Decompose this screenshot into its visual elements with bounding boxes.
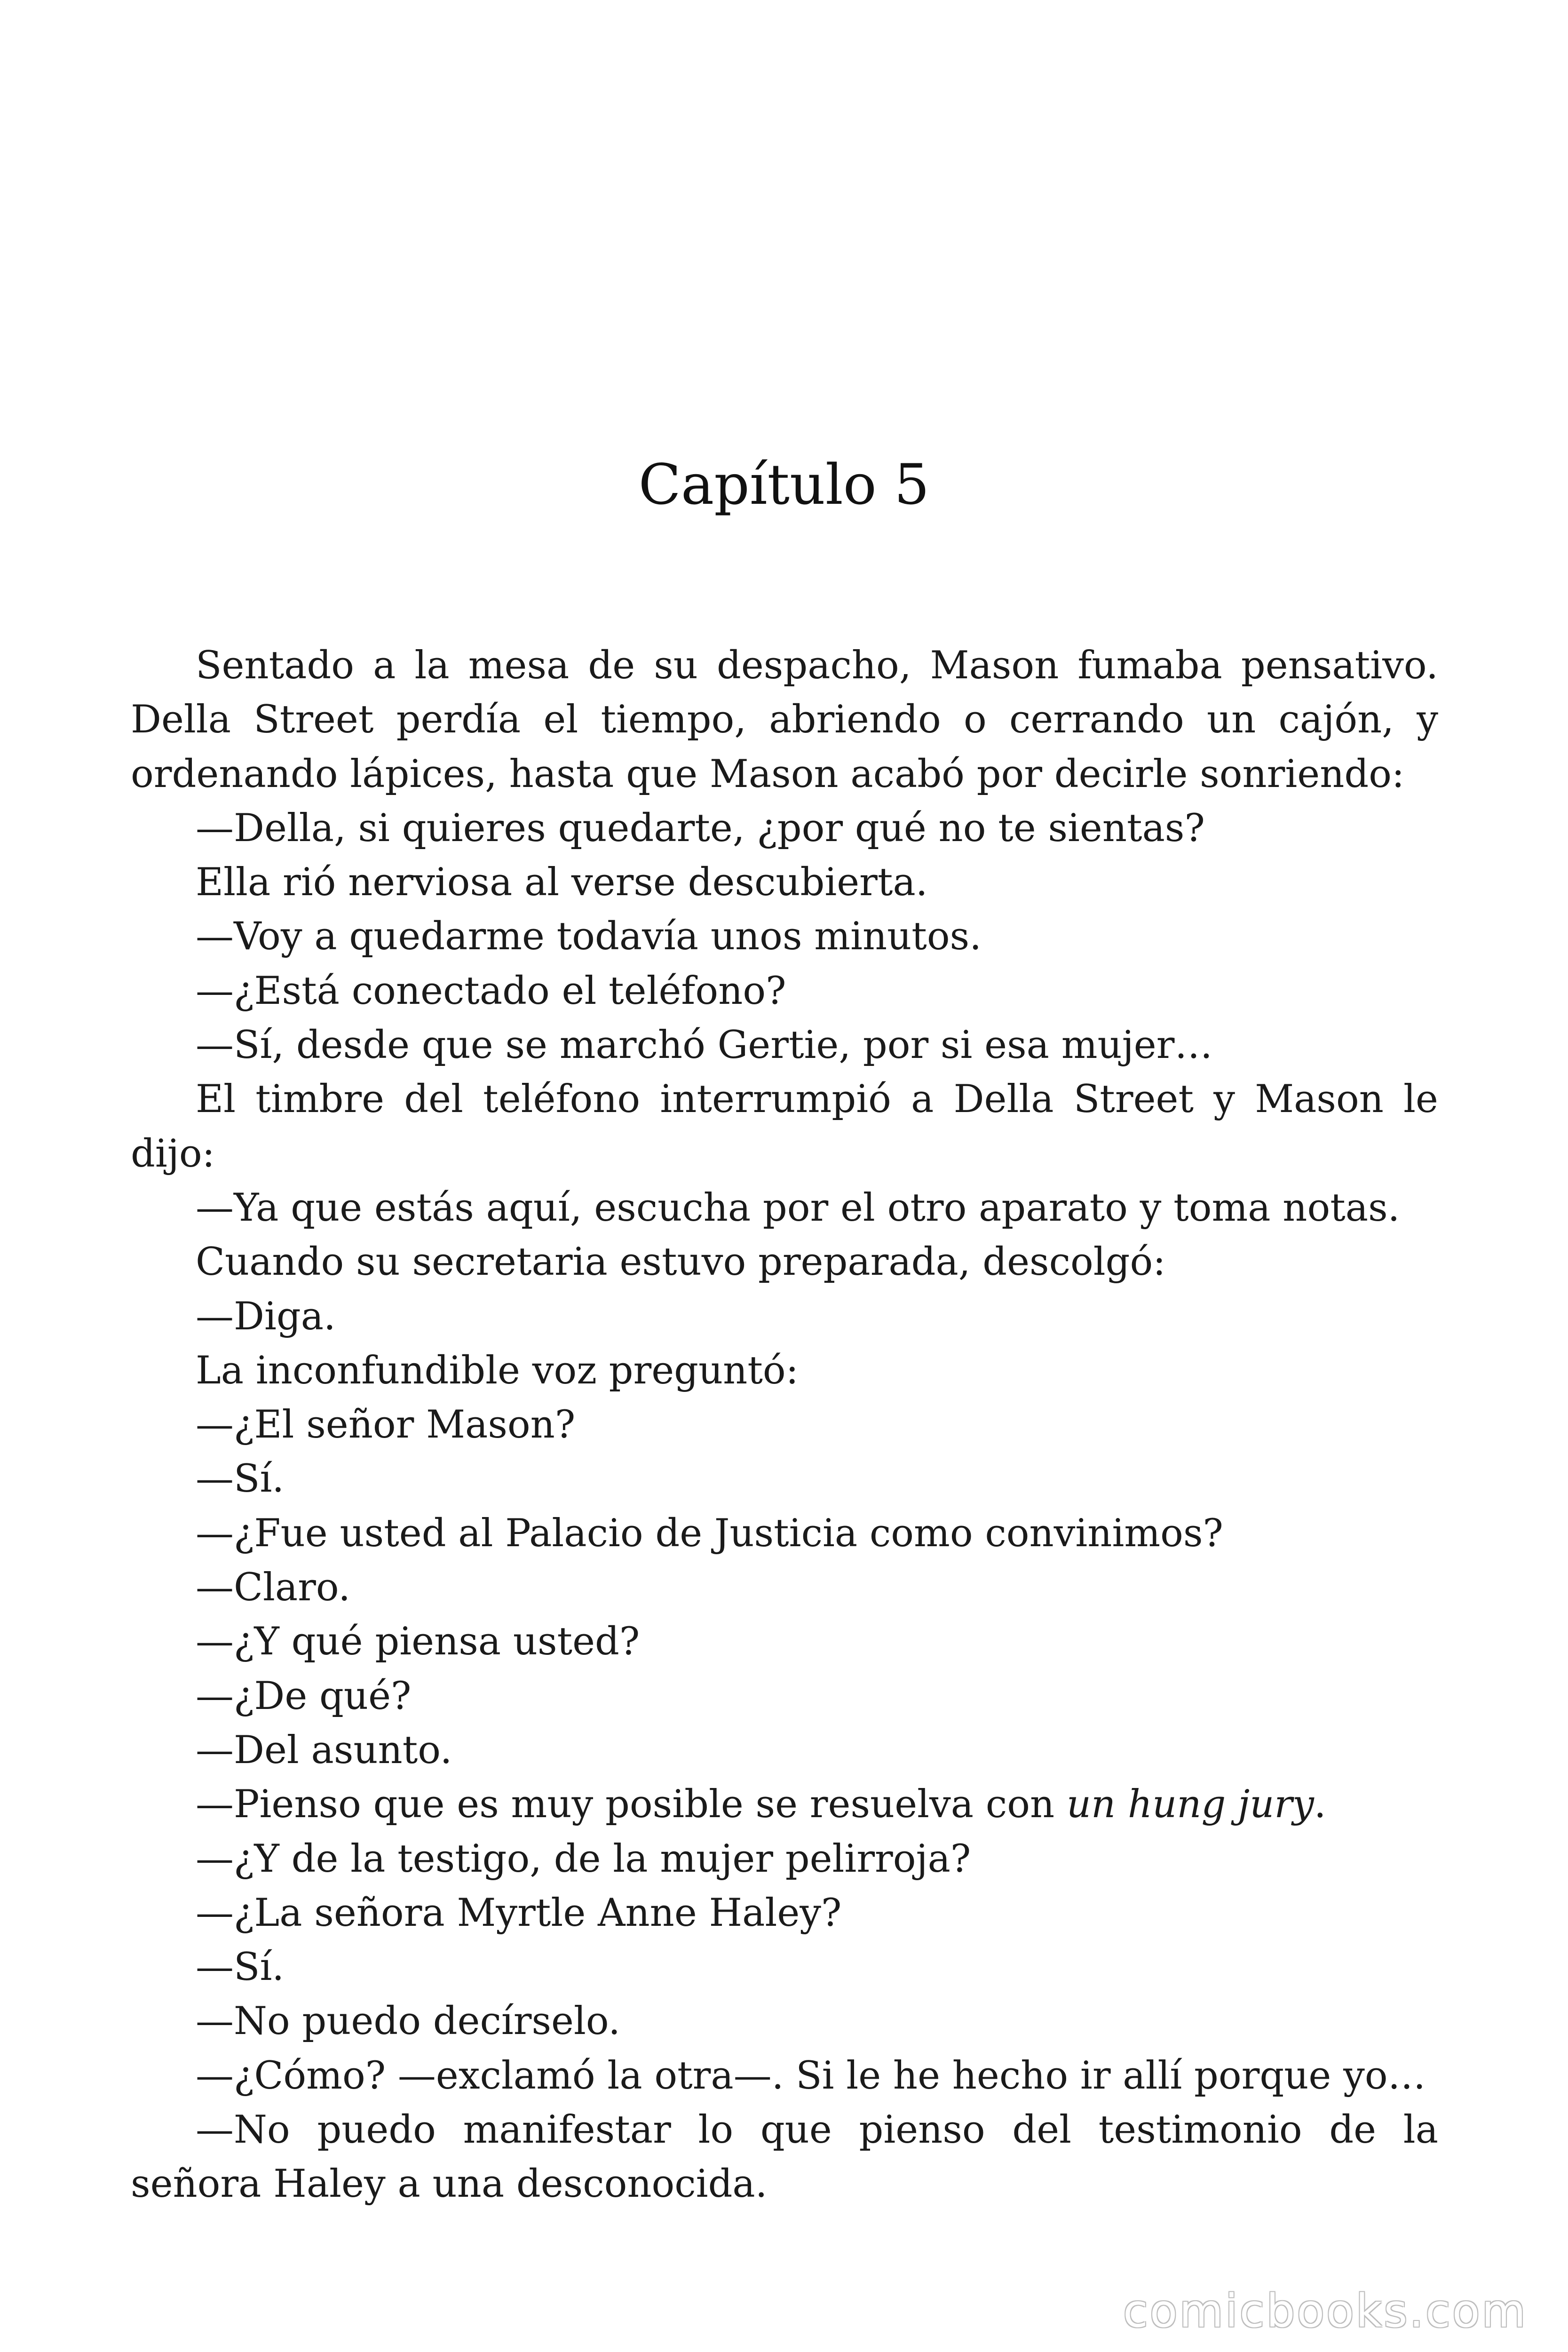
dialogue-line — [131, 1778, 1438, 1832]
dialogue-line: —Ya que estás aquí, escucha por el otro aparato y toma notas. — [196, 1185, 1400, 1230]
dialogue-line: —Sí, desde que se marchó Gertie, por si esa mujer… — [196, 1023, 1213, 1068]
paragraph: El timbre del teléfono interrumpió a Della Street y Mason le dijo: — [131, 1077, 1438, 1176]
chapter-body-text — [131, 639, 1438, 2212]
dialogue-line: —¿La señora Myrtle Anne Haley? — [196, 1891, 842, 1935]
dialogue-line: —Sí. — [196, 1457, 285, 1502]
dialogue-line: —Della, si quieres quedarte, ¿por qué no te sientas? — [196, 806, 1205, 850]
dialogue-line: —Claro. — [196, 1565, 350, 1610]
dialogue-line: —No puedo decírselo. — [196, 1999, 620, 2044]
dialogue-text: —Pienso que es muy posible se resuelva con — [196, 1782, 1067, 1827]
dialogue-line: —¿Y qué piensa usted? — [196, 1620, 640, 1664]
dialogue-line: —Sí. — [196, 1945, 285, 1990]
paragraph: Cuando su secretaria estuvo preparada, descolgó: — [196, 1240, 1166, 1285]
dialogue-line: —¿Y de la testigo, de la mujer pelirroja? — [196, 1836, 971, 1881]
dialogue-text: . — [1314, 1782, 1326, 1827]
dialogue-line: —No puedo manifestar lo que pienso del testimonio de la señora Haley a una desconocida. — [131, 2108, 1438, 2207]
dialogue-line: —Diga. — [196, 1294, 336, 1339]
paragraph: Sentado a la mesa de su despacho, Mason fumaba pensativo. Della Street perdía el tiempo, abriendo o cerrando un cajón, y ordenando lápices, hasta que Mason acabó por decirle sonriendo: — [131, 644, 1438, 796]
paragraph: Ella rió nerviosa al verse descubierta. — [196, 860, 928, 905]
italic-phrase: un hung jury — [1066, 1782, 1314, 1827]
dialogue-line: —Del asunto. — [196, 1728, 452, 1772]
dialogue-line: —Voy a quedarme todavía unos minutos. — [196, 914, 982, 959]
watermark: comicbooks.com — [1123, 2285, 1528, 2337]
chapter-title: Capítulo 5 — [638, 452, 930, 517]
dialogue-line: —¿Está conectado el teléfono? — [196, 969, 786, 1013]
dialogue-line: —¿Cómo? —exclamó la otra—. Si le he hecho ir allí porque yo… — [196, 2053, 1426, 2098]
dialogue-line: —¿Fue usted al Palacio de Justicia como convinimos? — [196, 1511, 1223, 1556]
dialogue-line: —¿De qué? — [196, 1674, 412, 1718]
dialogue-line: —¿El señor Mason? — [196, 1403, 576, 1447]
paragraph: La inconfundible voz preguntó: — [196, 1348, 799, 1393]
